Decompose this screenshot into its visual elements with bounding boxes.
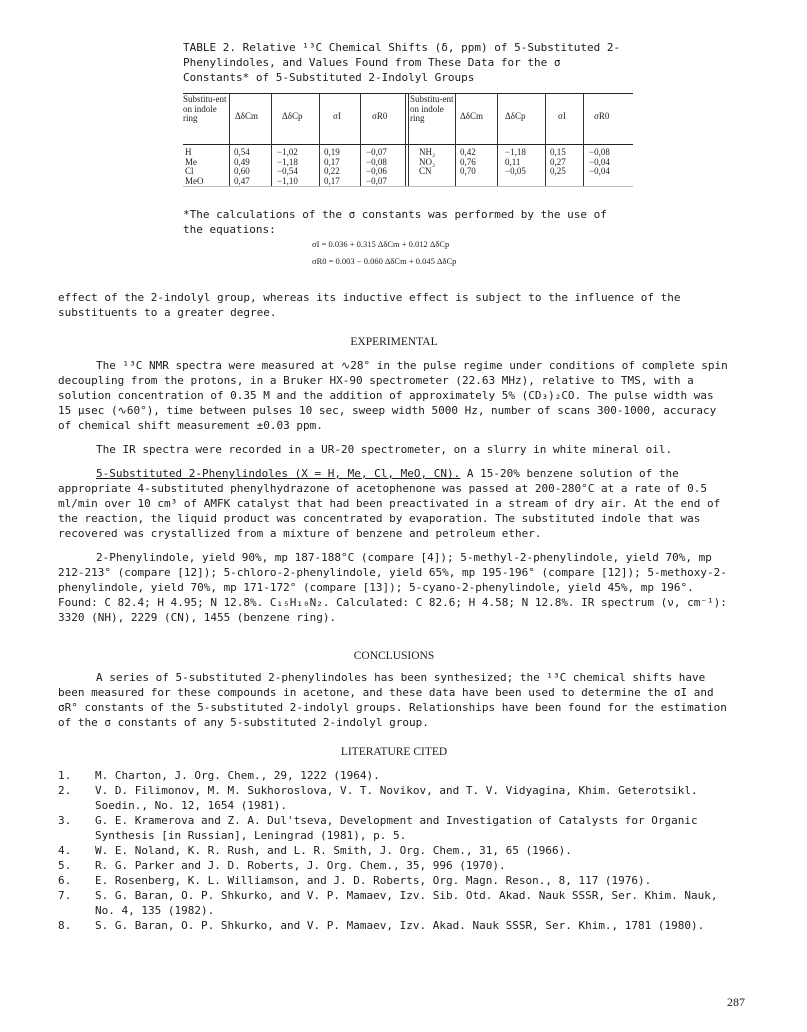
table-bottom-rule (183, 186, 633, 187)
reference-text: M. Charton, J. Org. Chem., 29, 1222 (1964). (95, 769, 380, 782)
table-vline (408, 93, 409, 186)
reference-item (58, 873, 730, 888)
header-ddcm: ΔδCm (460, 111, 484, 121)
reference-number: 7. (58, 889, 72, 902)
equation-sigma-i: σI = 0.036 + 0.315 ΔδCm + 0.012 ΔδCp (312, 239, 450, 249)
table-cell: 0,42 (460, 147, 476, 157)
paragraph-yields: 2-Phenylindole, yield 90%, mp 187-188°C (compare [4]); 5-methyl-2-phenylindole, yield 70%, mp 212-213° (compare [12]); 5-chloro-2-phenylindole, yield 65%, mp 195-196° (compare [12]); 5-methoxy-2-phenylindole, yield 70%, mp 171-172° (compare [13]); 5-cyano-2-phenylindole, yield 45%, mp 196°. Found: C 82.4; H 4.95; N 12.8%. C₁₅H₁₀N₂. Calculated: C 82.6; H 4.58; N 12.8%. IR spectrum (ν, cm⁻¹): 3320 (NH), 2229 (CN), 1455 (benzene ring). (58, 551, 727, 624)
table-cell: MeO (185, 175, 204, 186)
reference-text: S. G. Baran, O. P. Shkurko, and V. P. Mamaev, Izv. Sib. Otd. Akad. Nauk SSSR, Ser. Khim. Nauk, No. 4, 135 (1982). (95, 889, 718, 917)
synthesis-title: 5-Substituted 2-Phenylindoles (X = H, Me, Cl, MeO, CN). (96, 467, 461, 480)
table-cell: −0,07 (366, 147, 387, 157)
table-cell: 0,54 (234, 147, 250, 157)
table-cell: 0,15 (550, 147, 566, 157)
conclusions-section (58, 670, 730, 730)
section-heading-experimental: EXPERIMENTAL (350, 336, 438, 348)
table-cell: 0,17 (324, 175, 340, 186)
reference-item (58, 783, 730, 813)
table-cell: −0,08 (366, 156, 387, 167)
table-vline (583, 93, 584, 186)
table-cell: 0,49 (234, 156, 250, 167)
header-sigma-i: σI (333, 111, 341, 121)
table-cell: 0,19 (324, 147, 340, 157)
section-heading-literature: LITERATURE CITED (340, 746, 448, 758)
header-ddcm: ΔδCm (235, 111, 259, 121)
table-cell: −0,06 (366, 166, 387, 176)
reference-number: 6. (58, 874, 72, 887)
reference-text: E. Rosenberg, K. L. Williamson, and J. D. Roberts, Org. Magn. Reson., 8, 117 (1976). (95, 874, 652, 887)
reference-number: 5. (58, 859, 72, 872)
reference-text: G. E. Kramerova and Z. A. Dul'tseva, Development and Investigation of Catalysts for Organic Synthesis [in Russian], Leningrad (1981), p. 5. (95, 814, 698, 842)
reference-item (58, 768, 730, 783)
table-cell: 0,11 (505, 156, 521, 167)
table-vline (455, 93, 456, 186)
reference-text: V. D. Filimonov, M. M. Sukhoroslova, V. T. Novikov, and T. V. Vidyagina, Khim. Geterotsikl. Soedin., No. 12, 1654 (1981). (95, 784, 698, 812)
table-vline (497, 93, 498, 186)
table-cell: −0,08 (589, 147, 610, 157)
header-sigma-r: σR0 (372, 111, 388, 121)
intro-paragraph (58, 290, 730, 320)
table-vline (229, 93, 230, 186)
page-number: 287 (727, 995, 745, 1009)
table-cell: −1,18 (277, 156, 298, 167)
table-cell: 0,22 (324, 166, 340, 176)
table-cell: H (185, 147, 192, 157)
section-heading-conclusions: CONCLUSIONS (353, 650, 435, 662)
table-cell: −1,02 (277, 147, 298, 157)
table-cell: CN (419, 166, 432, 176)
data-table (183, 88, 633, 188)
table-vline (271, 93, 272, 186)
reference-text: S. G. Baran, O. P. Shkurko, and V. P. Mamaev, Izv. Akad. Nauk SSSR, Ser. Khim., 1781 (1980). (95, 919, 705, 932)
table-cell: Cl (185, 166, 194, 176)
table-vline (405, 93, 406, 186)
table-cell: −1,18 (505, 147, 526, 157)
table-vline (360, 93, 361, 186)
table-cell: 0,17 (324, 156, 340, 167)
paragraph-synthesis (58, 466, 730, 541)
table-cell: 0,25 (550, 166, 566, 176)
reference-text: W. E. Noland, K. R. Rush, and L. R. Smith, J. Org. Chem., 31, 65 (1966). (95, 844, 572, 857)
reference-number: 3. (58, 814, 72, 827)
header-ddcp: ΔδCp (505, 111, 526, 121)
table-cell: 0,47 (234, 175, 250, 186)
table-cell: −0,54 (277, 166, 298, 176)
table-footnote: *The calculations of the σ constants was performed by the use of the equations: (183, 208, 607, 236)
paragraph-ir: The IR spectra were recorded in a UR-20 spectrometer, on a slurry in white mineral oil. (96, 443, 673, 456)
table-cell: Me (185, 156, 197, 167)
table-cell: −0,05 (505, 166, 526, 176)
table-cell: NH₂ (419, 147, 436, 157)
table-cell: NO₂ (419, 156, 436, 167)
reference-number: 8. (58, 919, 72, 932)
synthesis-body: A 15-20% benzene solution of the appropriate 4-substituted phenylhydrazone of acetophenone was passed at 200-280°C at a rate of 0.5 ml/min over 10 cm³ of AMFK catalyst that had been preactivated in a stream of dry air. At the end of the reaction, the liquid product was concentrated by evaporation. The substituted indole that was recovered was crystallized from a mixture of benzene and petroleum ether. (58, 467, 721, 540)
header-substituent: Substitu-ent on indole ring (183, 94, 227, 123)
header-sigma-i: σI (558, 111, 566, 121)
reference-item (58, 918, 730, 933)
header-sigma-r: σR0 (594, 111, 610, 121)
reference-item (58, 858, 730, 873)
reference-item (58, 843, 730, 858)
equation-sigma-r: σR0 = 0.003 − 0.060 ΔδCm + 0.045 ΔδCp (312, 256, 457, 266)
paragraph-nmr: The ¹³C NMR spectra were measured at ∿28° in the pulse regime under conditions of complete spin decoupling from the protons, in a Bruker HX-90 spectrometer (22.63 MHz), relative to TMS, with a solution concentration of 0.35 M and the addition of approximately 5% (CD₃)₂CO. The pulse width was 15 µsec (∿60°), time between pulses 10 sec, sweep width 5000 Hz, number of scans 300-1000, accuracy of chemical shift measurement ±0.03 ppm. (58, 359, 728, 432)
table-cell: 0,70 (460, 166, 476, 176)
reference-number: 2. (58, 784, 72, 797)
table-cell: 0,60 (234, 166, 250, 176)
reference-item (58, 888, 730, 918)
reference-item (58, 813, 730, 843)
table-cell: −0,04 (589, 156, 610, 167)
table-vline (319, 93, 320, 186)
table-vline (545, 93, 546, 186)
header-ddcp: ΔδCp (282, 111, 303, 121)
paragraph-text: effect of the 2-indolyl group, whereas its inductive effect is subject to the influence of the substituents to a greater degree. (58, 291, 681, 319)
header-substituent: Substitu-ent on indole ring (410, 94, 454, 123)
table-cell: 0,76 (460, 156, 476, 167)
reference-list (58, 768, 730, 933)
paragraph-conclusions: A series of 5-substituted 2-phenylindoles has been synthesized; the ¹³C chemical shifts have been measured for these compounds in acetone, and these data have been used to determine the σI and σR° constants of the 5-substituted 2-indolyl groups. Relationships have been found for the estimation of the σ constants of any 5-substituted 2-indolyl group. (58, 671, 727, 729)
table-cell: 0,27 (550, 156, 566, 167)
table-cell: −0,04 (589, 166, 610, 176)
table-cell: −1,10 (277, 175, 298, 186)
reference-number: 1. (58, 769, 72, 782)
table-caption: TABLE 2. Relative ¹³C Chemical Shifts (δ, ppm) of 5-Substituted 2-Phenylindoles, and Values Found from These Data for the σ Constants* of 5-Substituted 2-Indolyl Groups (183, 41, 621, 84)
experimental-section (58, 358, 730, 625)
reference-text: R. G. Parker and J. D. Roberts, J. Org. Chem., 35, 996 (1970). (95, 859, 506, 872)
table-cell: −0,07 (366, 175, 387, 186)
reference-number: 4. (58, 844, 72, 857)
